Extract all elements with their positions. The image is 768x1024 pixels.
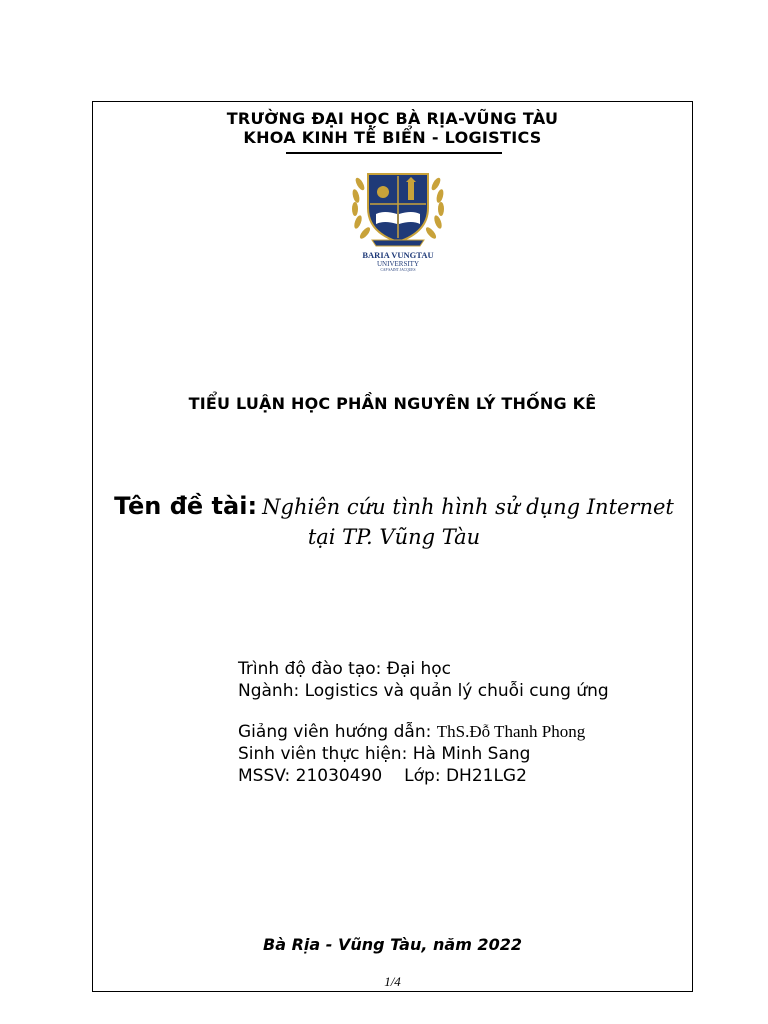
faculty-name: KHOA KINH TẾ BIỂN - LOGISTICS	[243, 128, 542, 147]
university-crest-icon	[346, 162, 450, 272]
training-level: Trình độ đào tạo: Đại học	[238, 659, 452, 679]
logo-tag: CAP SAINT JACQUES	[380, 268, 416, 272]
major: Ngành: Logistics và quản lý chuỗi cung ứng	[238, 681, 609, 701]
logo-name: BARIA VUNGTAU	[362, 250, 434, 260]
advisor-line	[238, 722, 585, 742]
student-name: Sinh viên thực hiện: Hà Minh Sang	[238, 744, 531, 764]
logo-sub: UNIVERSITY	[377, 260, 419, 268]
student-id-line	[238, 766, 527, 786]
advisor-label: Giảng viên hướng dẫn:	[238, 722, 437, 742]
place-date: Bà Rịa - Vũng Tàu, năm 2022	[263, 935, 522, 954]
topic-label: Tên đề tài:	[114, 492, 258, 520]
class-code: Lớp: DH21LG2	[404, 766, 527, 786]
student-id: MSSV: 21030490	[238, 766, 383, 786]
topic-block	[99, 492, 689, 553]
cover-frame	[92, 101, 693, 992]
page-number: 1/4	[384, 974, 401, 989]
header-divider	[286, 152, 502, 154]
advisor-name: ThS.Đỗ Thanh Phong	[436, 722, 586, 741]
subject-title: TIỂU LUẬN HỌC PHẦN NGUYÊN LÝ THỐNG KÊ	[188, 394, 597, 413]
school-name: TRƯỜNG ĐẠI HỌC BÀ RỊA-VŨNG TÀU	[226, 109, 559, 128]
topic-text: Nghiên cứu tình hình sử dụng Internet tại TP. Vũng Tàu	[262, 495, 674, 549]
university-logo	[346, 162, 450, 272]
